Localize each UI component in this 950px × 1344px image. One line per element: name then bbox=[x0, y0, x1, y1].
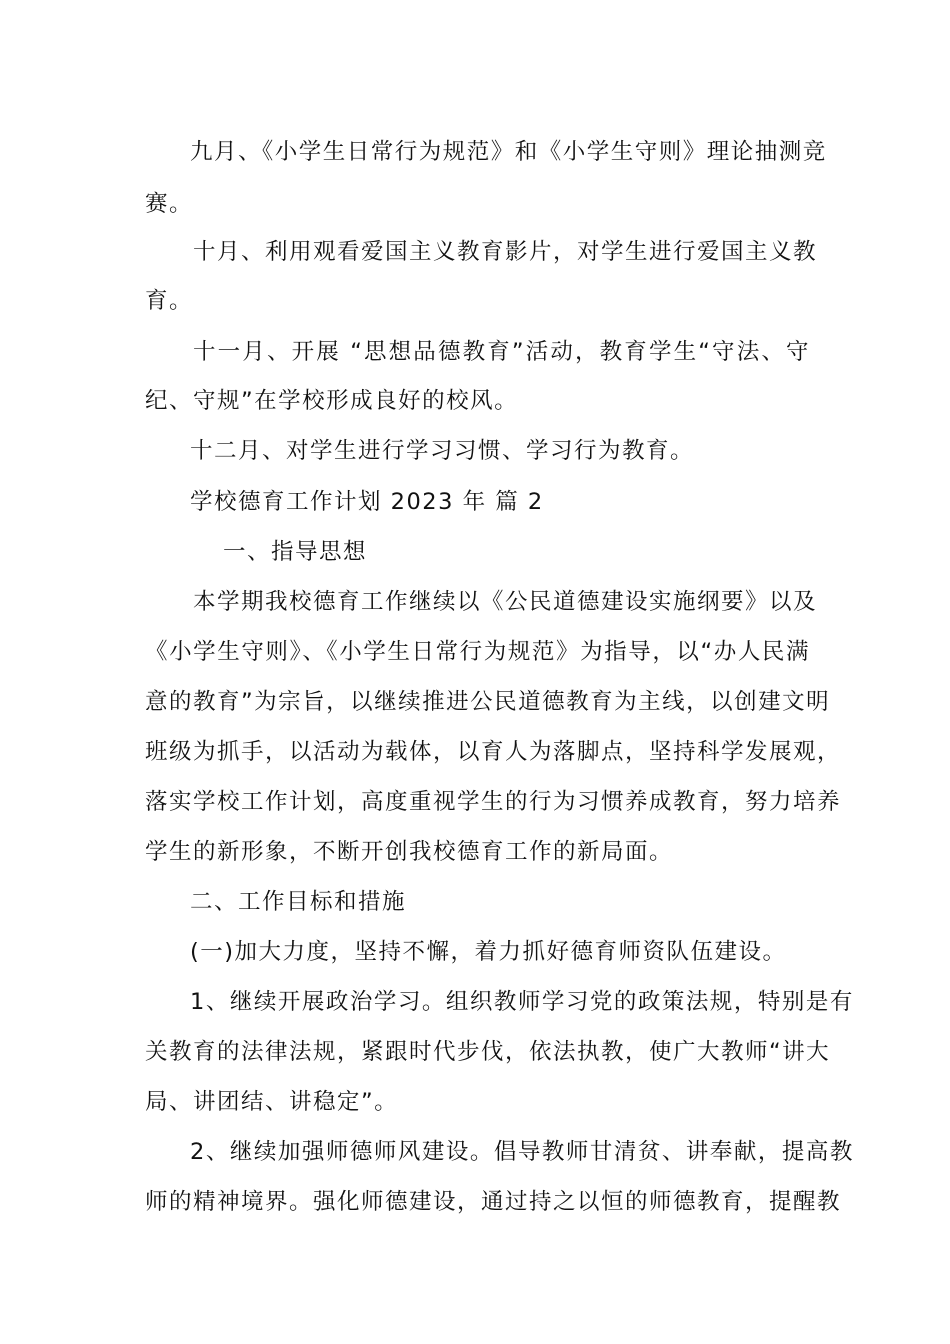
paragraph-line: 师的精神境界。强化师德建设，通过持之以恒的师德教育，提醒教 bbox=[145, 1189, 842, 1215]
paragraph-line: 赛。 bbox=[145, 191, 194, 217]
paragraph-line: 育。 bbox=[145, 288, 194, 314]
paragraph-line: 关教育的法律法规，紧跟时代步伐，依法执教，使广大教师“讲大 bbox=[145, 1039, 831, 1065]
paragraph-line: 九月、《小学生日常行为规范》和《小学生守则》理论抽测竞 bbox=[190, 139, 827, 165]
paragraph-line: 学生的新形象，不断开创我校德育工作的新局面。 bbox=[145, 839, 674, 865]
paragraph-line: 落实学校工作计划，高度重视学生的行为习惯养成教育，努力培养 bbox=[145, 789, 842, 815]
paragraph-line: 班级为抓手，以活动为载体，以育人为落脚点，坚持科学发展观， bbox=[145, 739, 842, 765]
paragraph-line: 纪、守规”在学校形成良好的校风。 bbox=[145, 388, 519, 414]
paragraph-line: 1、继续开展政治学习。组织教师学习党的政策法规，特别是有 bbox=[190, 989, 854, 1015]
section-heading: 一、指导思想 bbox=[223, 539, 368, 565]
paragraph-line: 十一月、开展 “思想品德教育”活动，教育学生“守法、守 bbox=[193, 339, 810, 365]
paragraph-line: 本学期我校德育工作继续以《公民道德建设实施纲要》以及 bbox=[193, 589, 818, 615]
paragraph-line: 十月、利用观看爱国主义教育影片，对学生进行爱国主义教 bbox=[193, 239, 818, 265]
paragraph-line: 十二月、对学生进行学习习惯、学习行为教育。 bbox=[190, 438, 695, 464]
paragraph-line: 意的教育”为宗旨，以继续推进公民道德教育为主线，以创建文明 bbox=[145, 689, 831, 715]
subsection-heading: (一)加大力度，坚持不懈，着力抓好德育师资队伍建设。 bbox=[190, 939, 787, 965]
section-heading: 学校德育工作计划 2023 年 篇 2 bbox=[190, 489, 544, 515]
paragraph-line: 局、讲团结、讲稳定”。 bbox=[145, 1089, 399, 1115]
paragraph-line: 2、继续加强师德师风建设。倡导教师甘清贫、讲奉献，提高教 bbox=[190, 1139, 854, 1165]
paragraph-line: 《小学生守则》、《小学生日常行为规范》为指导，以“办人民满 bbox=[145, 639, 810, 665]
section-heading: 二、工作目标和措施 bbox=[190, 889, 407, 915]
